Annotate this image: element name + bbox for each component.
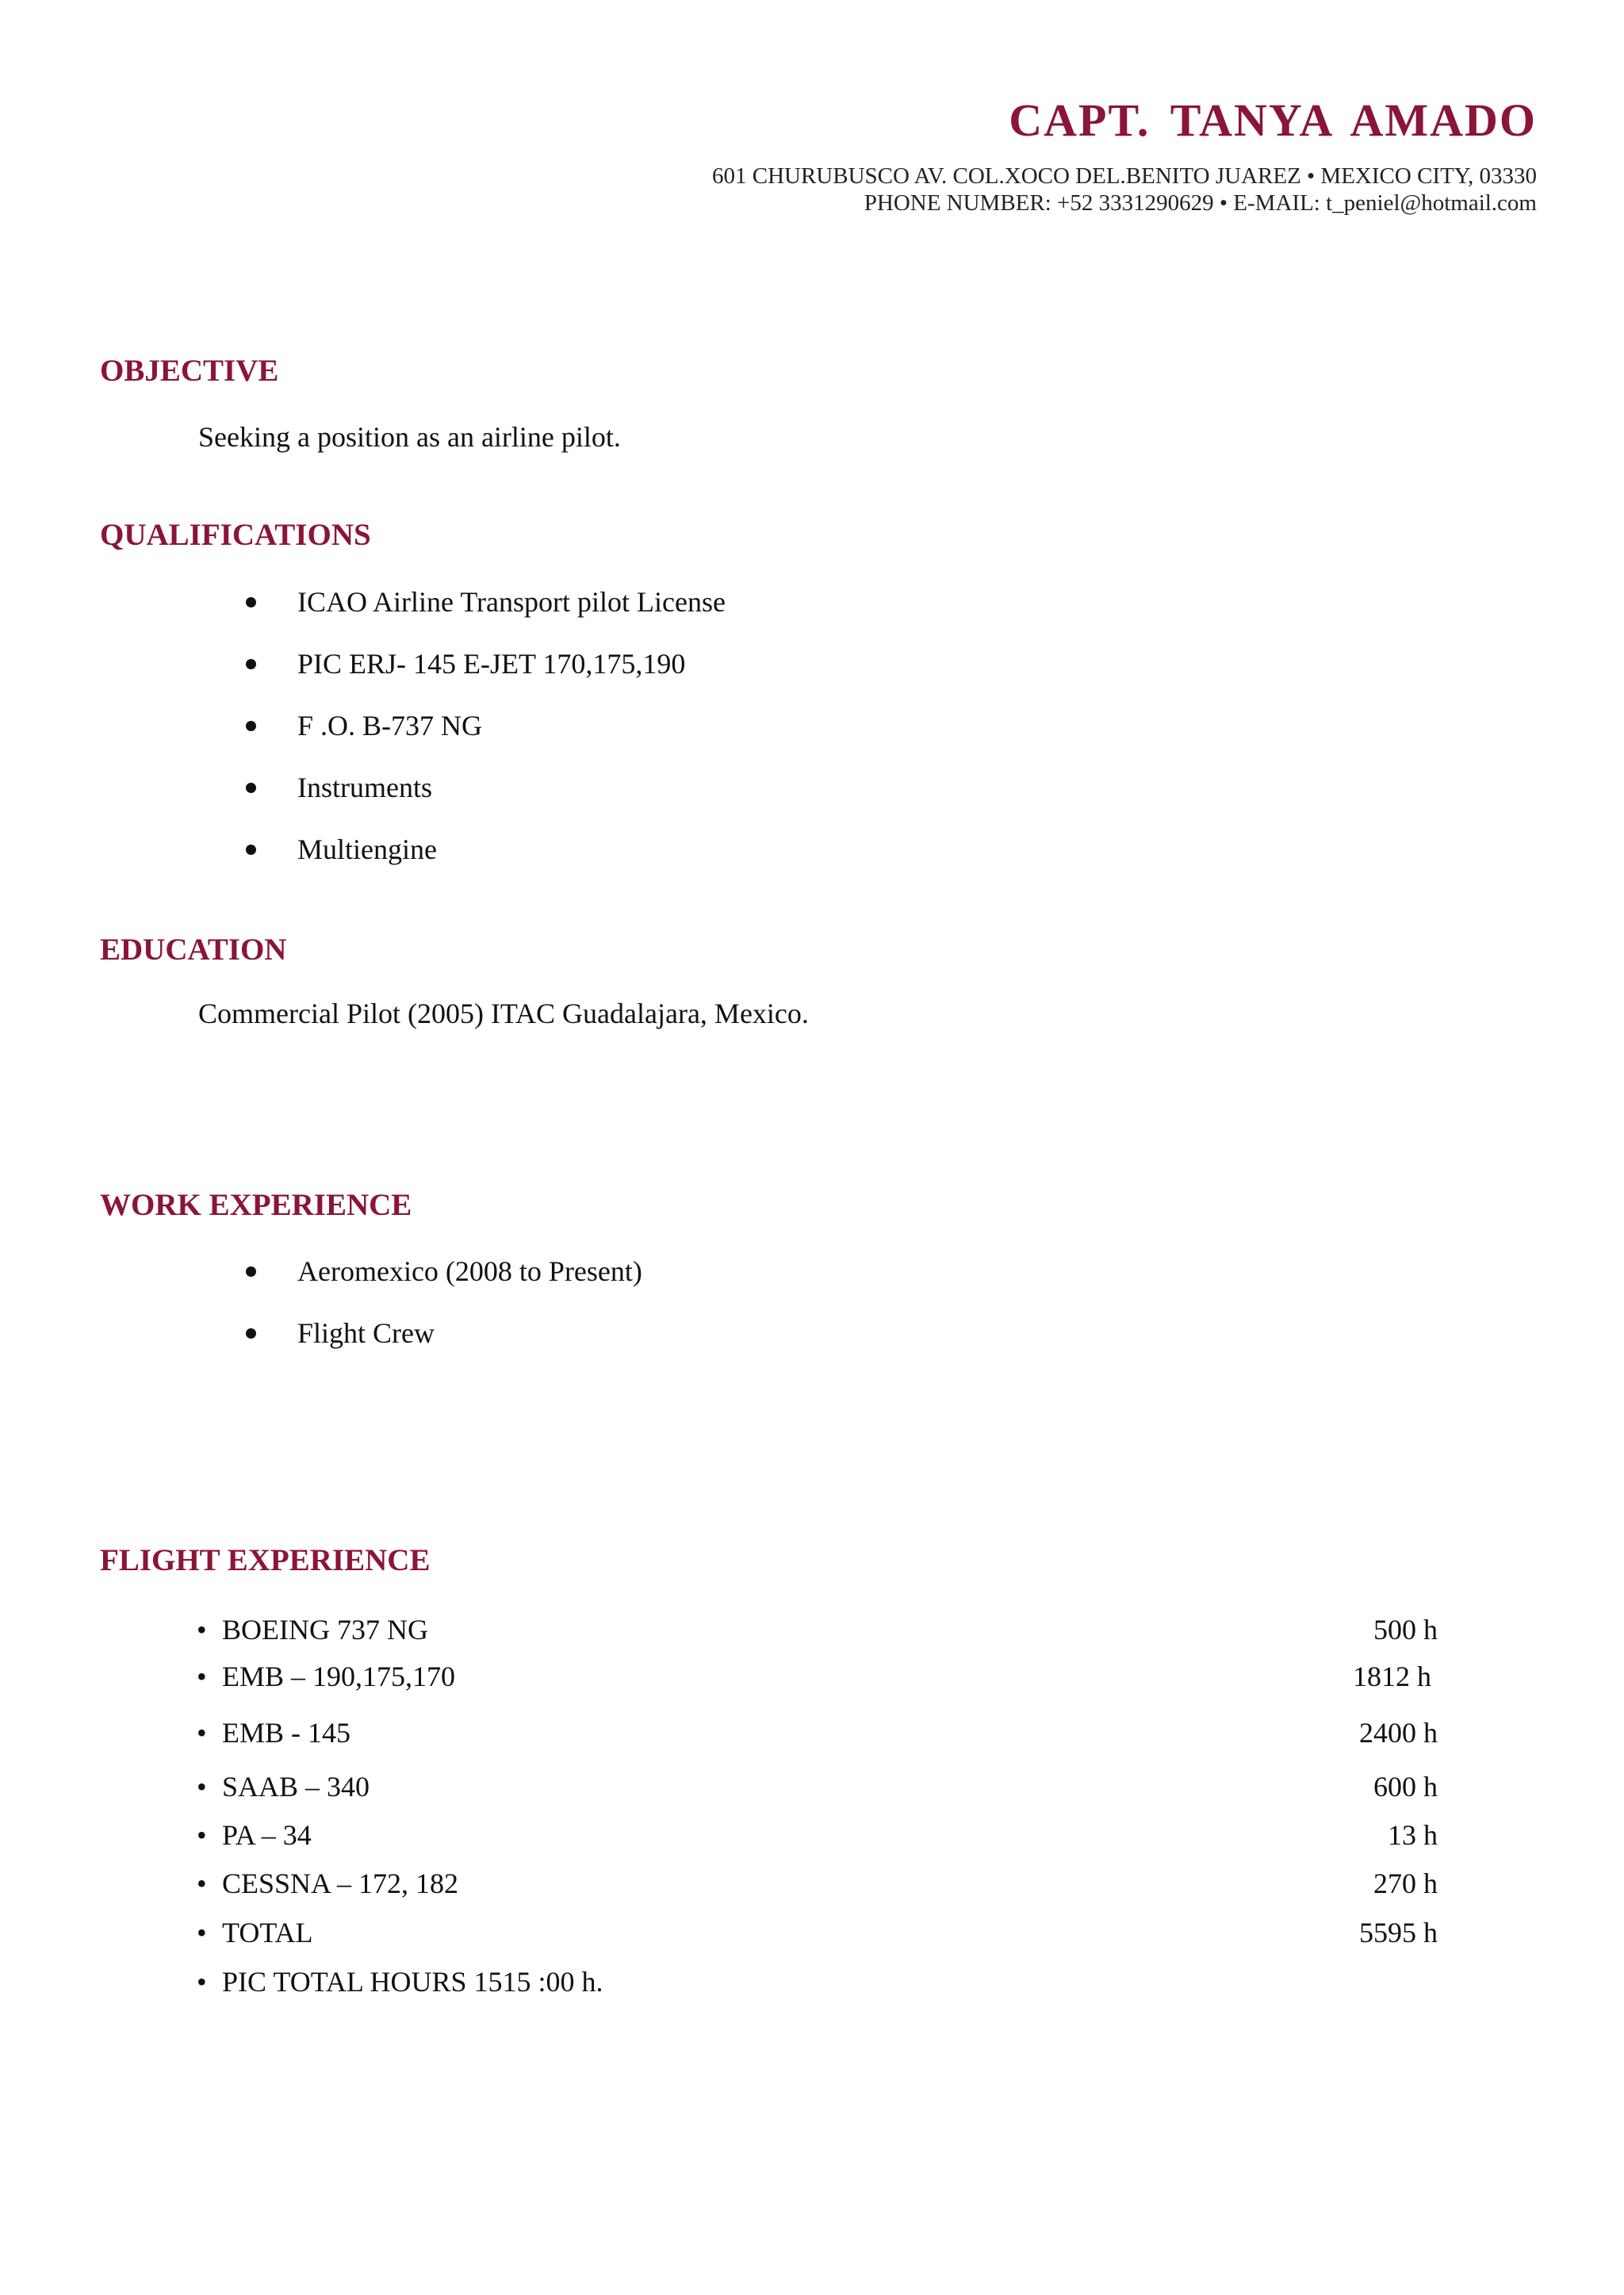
- objective-heading: OBJECTIVE: [100, 354, 279, 388]
- aircraft-label: EMB - 145: [222, 1717, 350, 1749]
- qualification-text: ICAO Airline Transport pilot License: [297, 586, 726, 618]
- bullet-icon: [246, 845, 256, 855]
- bullet-icon: [246, 659, 256, 669]
- total-label: TOTAL: [222, 1917, 313, 1948]
- bullet-icon: [246, 1328, 256, 1339]
- work-item-text: Aeromexico (2008 to Present): [297, 1255, 642, 1287]
- qualification-text: Multiengine: [297, 833, 437, 865]
- qualification-text: Instruments: [297, 772, 432, 803]
- list-item: [246, 585, 726, 647]
- phone-email-line: PHONE NUMBER: +52 3331290629 • E-MAIL: t_peniel@hotmail.com: [864, 190, 1537, 216]
- bullet-icon: •: [197, 1661, 207, 1692]
- bullet-icon: [246, 721, 256, 731]
- qualifications-list: [246, 585, 726, 895]
- list-item: [246, 1316, 642, 1378]
- bullet-icon: •: [197, 1868, 207, 1899]
- bullet-icon: •: [197, 1614, 207, 1646]
- qualification-text: F .O. B-737 NG: [297, 710, 483, 741]
- work-experience-heading: WORK EXPERIENCE: [100, 1188, 412, 1222]
- list-item: [246, 771, 726, 833]
- bullet-icon: [246, 783, 256, 793]
- qualifications-heading: QUALIFICATIONS: [100, 518, 371, 552]
- aircraft-hours: 1812 h: [1353, 1661, 1431, 1692]
- education-heading: EDUCATION: [100, 933, 287, 967]
- aircraft-hours: 270 h: [1373, 1868, 1438, 1899]
- pic-total-label: PIC TOTAL HOURS 1515 :00 h.: [222, 1966, 603, 1998]
- work-item-text: Flight Crew: [297, 1317, 435, 1349]
- total-hours: 5595 h: [1359, 1917, 1438, 1948]
- bullet-icon: •: [197, 1717, 207, 1749]
- aircraft-label: PA – 34: [222, 1819, 312, 1851]
- aircraft-label: CESSNA – 172, 182: [222, 1868, 459, 1899]
- objective-text: Seeking a position as an airline pilot.: [198, 421, 621, 453]
- candidate-name: CAPT. TANYA AMADO: [1009, 94, 1537, 146]
- bullet-icon: •: [197, 1819, 207, 1851]
- bullet-icon: •: [197, 1966, 207, 1998]
- list-item: [246, 647, 726, 709]
- aircraft-hours: 2400 h: [1359, 1717, 1438, 1749]
- list-item: [246, 833, 726, 895]
- bullet-icon: [246, 1266, 256, 1277]
- aircraft-hours: 13 h: [1388, 1819, 1438, 1851]
- bullet-icon: •: [197, 1917, 207, 1948]
- aircraft-label: BOEING 737 NG: [222, 1614, 428, 1646]
- list-item: [246, 709, 726, 771]
- aircraft-hours: 500 h: [1373, 1614, 1438, 1646]
- bullet-icon: •: [197, 1771, 207, 1803]
- work-experience-list: [246, 1255, 642, 1378]
- aircraft-label: EMB – 190,175,170: [222, 1661, 456, 1692]
- qualification-text: PIC ERJ- 145 E-JET 170,175,190: [297, 648, 686, 680]
- education-text: Commercial Pilot (2005) ITAC Guadalajara, Mexico.: [198, 998, 809, 1029]
- address-line: 601 CHURUBUSCO AV. COL.XOCO DEL.BENITO JUAREZ • MEXICO CITY, 03330: [711, 163, 1537, 189]
- aircraft-label: SAAB – 340: [222, 1771, 370, 1803]
- bullet-icon: [246, 597, 256, 607]
- list-item: [246, 1255, 642, 1316]
- aircraft-hours: 600 h: [1373, 1771, 1438, 1803]
- flight-experience-heading: FLIGHT EXPERIENCE: [100, 1543, 431, 1577]
